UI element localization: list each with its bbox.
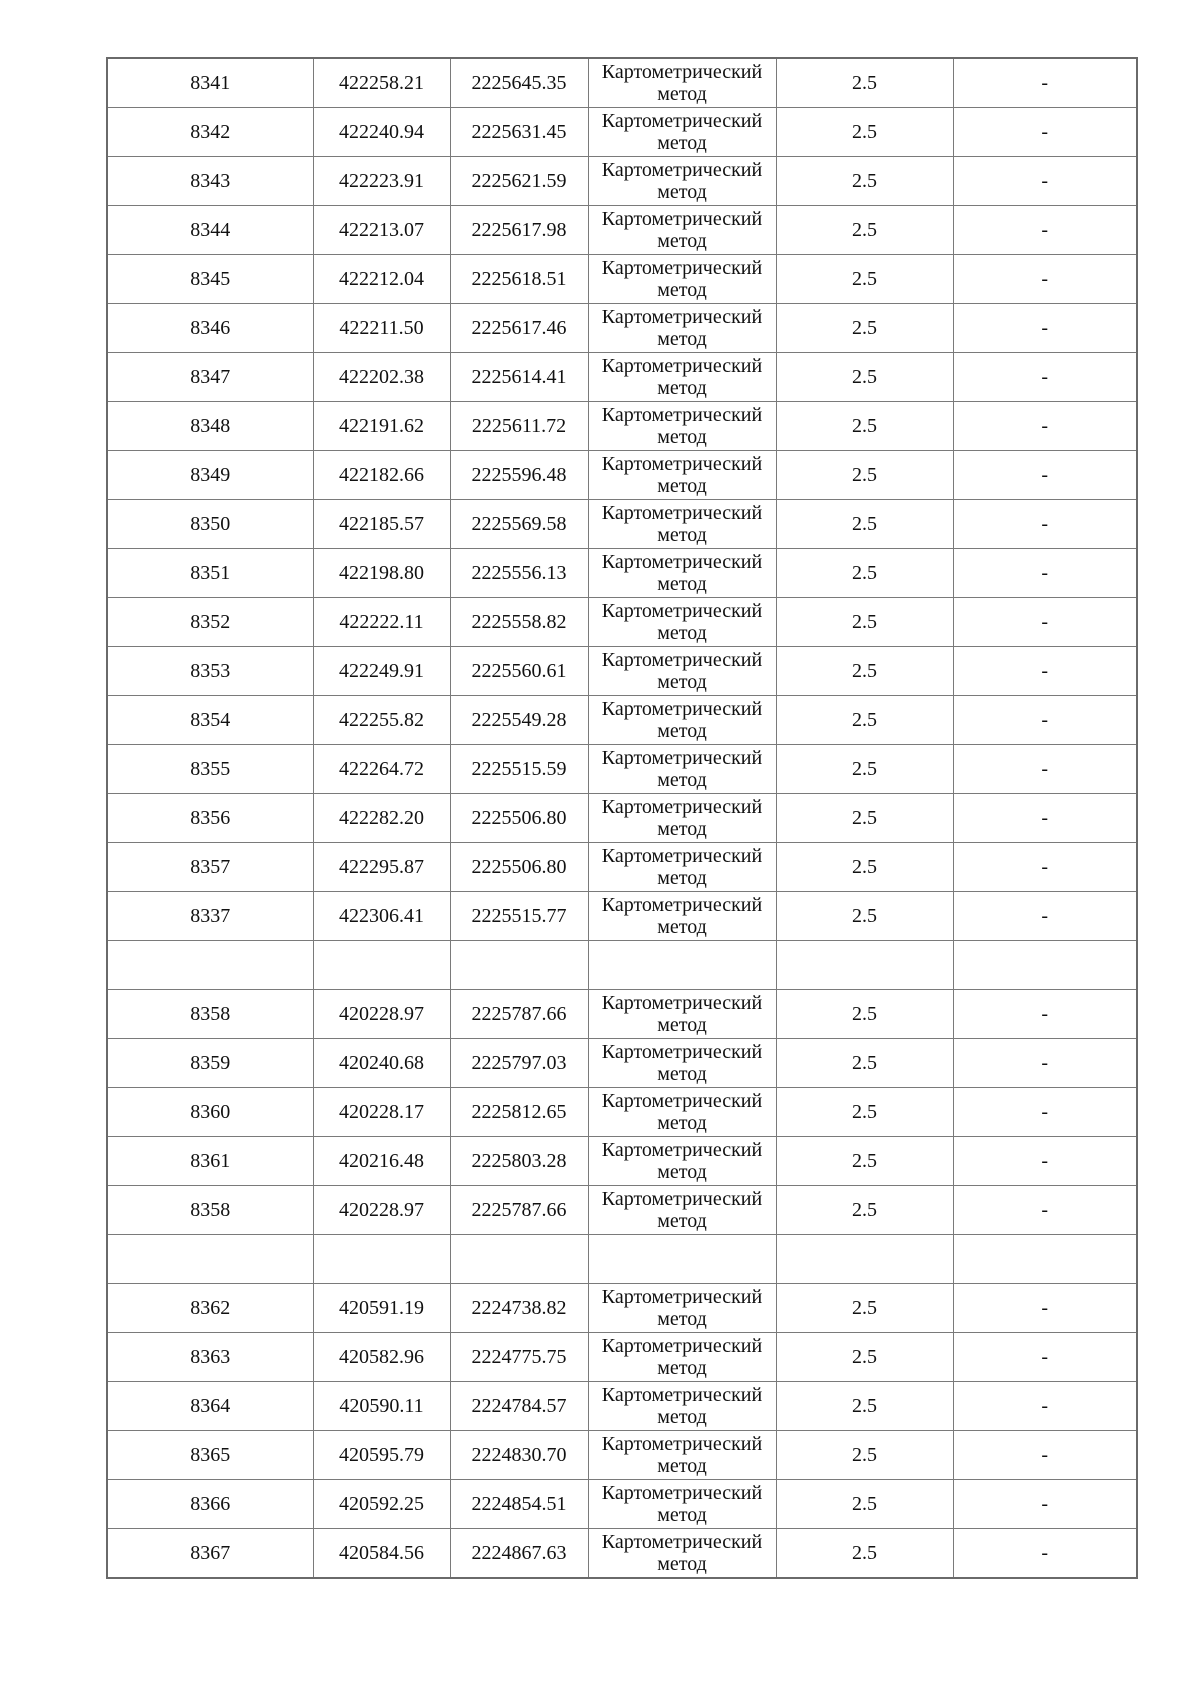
table-row <box>107 1333 1137 1382</box>
table-row <box>107 1284 1137 1333</box>
table-row <box>107 794 1137 843</box>
coordinate-y-cell: 2225569.58 <box>450 500 588 549</box>
point-number-cell: 8358 <box>107 1186 313 1235</box>
method-line-2: метод <box>657 573 707 595</box>
method-line-2: метод <box>657 916 707 938</box>
method-line-1: Картометрический <box>601 1090 763 1112</box>
description-cell: - <box>953 647 1137 696</box>
method-line-2: метод <box>657 181 707 203</box>
method-line-2: метод <box>657 671 707 693</box>
point-number-cell: 8342 <box>107 108 313 157</box>
method-cell <box>588 1529 776 1579</box>
coordinate-x-cell: 422306.41 <box>313 892 450 941</box>
table-row <box>107 108 1137 157</box>
accuracy-cell: 2.5 <box>776 500 953 549</box>
coordinate-y-cell: 2225631.45 <box>450 108 588 157</box>
accuracy-cell: 2.5 <box>776 1186 953 1235</box>
method-line-2: метод <box>657 1357 707 1379</box>
method-line-2: метод <box>657 1406 707 1428</box>
point-number-cell: 8344 <box>107 206 313 255</box>
description-cell: - <box>953 1431 1137 1480</box>
accuracy-cell: 2.5 <box>776 206 953 255</box>
accuracy-cell: 2.5 <box>776 1039 953 1088</box>
coordinate-x-cell: 422255.82 <box>313 696 450 745</box>
method-line-1: Картометрический <box>601 992 763 1014</box>
empty-separator-row <box>107 1235 1137 1284</box>
method-line-1: Картометрический <box>601 894 763 916</box>
description-cell: - <box>953 1039 1137 1088</box>
description-cell: - <box>953 549 1137 598</box>
method-cell <box>588 696 776 745</box>
point-number-cell: 8363 <box>107 1333 313 1382</box>
accuracy-cell: 2.5 <box>776 1480 953 1529</box>
description-cell: - <box>953 1284 1137 1333</box>
method-cell <box>588 892 776 941</box>
method-line-2: метод <box>657 867 707 889</box>
point-number-cell: 8355 <box>107 745 313 794</box>
method-line-1: Картометрический <box>601 1286 763 1308</box>
coordinate-x-cell: 422182.66 <box>313 451 450 500</box>
empty-cell <box>107 1235 313 1284</box>
method-cell <box>588 1333 776 1382</box>
method-line-1: Картометрический <box>601 61 763 83</box>
accuracy-cell: 2.5 <box>776 451 953 500</box>
accuracy-cell: 2.5 <box>776 843 953 892</box>
empty-separator-row <box>107 941 1137 990</box>
description-cell: - <box>953 1333 1137 1382</box>
method-line-2: метод <box>657 1504 707 1526</box>
point-number-cell: 8351 <box>107 549 313 598</box>
method-line-2: метод <box>657 279 707 301</box>
coordinate-y-cell: 2225549.28 <box>450 696 588 745</box>
coordinate-y-cell: 2224854.51 <box>450 1480 588 1529</box>
coordinate-y-cell: 2225645.35 <box>450 58 588 108</box>
table-row <box>107 1480 1137 1529</box>
table-row <box>107 451 1137 500</box>
point-number-cell: 8341 <box>107 58 313 108</box>
coordinate-x-cell: 420240.68 <box>313 1039 450 1088</box>
method-line-2: метод <box>657 720 707 742</box>
table-row <box>107 402 1137 451</box>
coordinate-x-cell: 422212.04 <box>313 255 450 304</box>
point-number-cell: 8346 <box>107 304 313 353</box>
coordinate-y-cell: 2225787.66 <box>450 990 588 1039</box>
description-cell: - <box>953 696 1137 745</box>
coordinate-x-cell: 422240.94 <box>313 108 450 157</box>
method-line-1: Картометрический <box>601 551 763 573</box>
accuracy-cell: 2.5 <box>776 353 953 402</box>
point-number-cell: 8343 <box>107 157 313 206</box>
point-number-cell: 8347 <box>107 353 313 402</box>
empty-cell <box>776 1235 953 1284</box>
method-line-1: Картометрический <box>601 257 763 279</box>
method-cell <box>588 1480 776 1529</box>
description-cell: - <box>953 990 1137 1039</box>
description-cell: - <box>953 500 1137 549</box>
method-cell <box>588 1431 776 1480</box>
method-line-2: метод <box>657 132 707 154</box>
point-number-cell: 8366 <box>107 1480 313 1529</box>
point-number-cell: 8353 <box>107 647 313 696</box>
method-cell <box>588 1137 776 1186</box>
table-row <box>107 1137 1137 1186</box>
accuracy-cell: 2.5 <box>776 1431 953 1480</box>
method-cell <box>588 451 776 500</box>
point-number-cell: 8352 <box>107 598 313 647</box>
coordinate-x-cell: 420216.48 <box>313 1137 450 1186</box>
table-row <box>107 304 1137 353</box>
table-row <box>107 892 1137 941</box>
method-cell <box>588 58 776 108</box>
point-number-cell: 8350 <box>107 500 313 549</box>
method-line-2: метод <box>657 1308 707 1330</box>
method-line-1: Картометрический <box>601 208 763 230</box>
accuracy-cell: 2.5 <box>776 304 953 353</box>
description-cell: - <box>953 58 1137 108</box>
coordinate-x-cell: 422211.50 <box>313 304 450 353</box>
accuracy-cell: 2.5 <box>776 892 953 941</box>
coordinate-y-cell: 2224867.63 <box>450 1529 588 1579</box>
coordinate-y-cell: 2225621.59 <box>450 157 588 206</box>
method-line-2: метод <box>657 1553 707 1575</box>
table-row <box>107 353 1137 402</box>
accuracy-cell: 2.5 <box>776 647 953 696</box>
point-number-cell: 8337 <box>107 892 313 941</box>
method-line-2: метод <box>657 818 707 840</box>
coordinate-y-cell: 2225614.41 <box>450 353 588 402</box>
coordinate-x-cell: 420592.25 <box>313 1480 450 1529</box>
coordinate-y-cell: 2225812.65 <box>450 1088 588 1137</box>
point-number-cell: 8365 <box>107 1431 313 1480</box>
point-number-cell: 8348 <box>107 402 313 451</box>
table-row <box>107 1039 1137 1088</box>
method-cell <box>588 990 776 1039</box>
method-line-1: Картометрический <box>601 1188 763 1210</box>
point-number-cell: 8360 <box>107 1088 313 1137</box>
point-number-cell: 8349 <box>107 451 313 500</box>
method-line-1: Картометрический <box>601 1531 763 1553</box>
description-cell: - <box>953 892 1137 941</box>
method-line-2: метод <box>657 475 707 497</box>
coordinate-y-cell: 2225617.98 <box>450 206 588 255</box>
accuracy-cell: 2.5 <box>776 58 953 108</box>
method-cell <box>588 353 776 402</box>
description-cell: - <box>953 1137 1137 1186</box>
method-cell <box>588 598 776 647</box>
method-cell <box>588 1284 776 1333</box>
description-cell: - <box>953 1088 1137 1137</box>
method-cell <box>588 1382 776 1431</box>
description-cell: - <box>953 451 1137 500</box>
empty-cell <box>953 941 1137 990</box>
method-cell <box>588 108 776 157</box>
coordinate-y-cell: 2225618.51 <box>450 255 588 304</box>
method-line-1: Картометрический <box>601 355 763 377</box>
accuracy-cell: 2.5 <box>776 1333 953 1382</box>
method-cell <box>588 1039 776 1088</box>
point-number-cell: 8359 <box>107 1039 313 1088</box>
description-cell: - <box>953 402 1137 451</box>
point-number-cell: 8361 <box>107 1137 313 1186</box>
accuracy-cell: 2.5 <box>776 549 953 598</box>
description-cell: - <box>953 255 1137 304</box>
method-line-1: Картометрический <box>601 1335 763 1357</box>
table-row <box>107 1529 1137 1579</box>
table-row <box>107 500 1137 549</box>
point-number-cell: 8358 <box>107 990 313 1039</box>
table-row <box>107 1431 1137 1480</box>
method-line-1: Картометрический <box>601 600 763 622</box>
coordinate-y-cell: 2224784.57 <box>450 1382 588 1431</box>
method-line-1: Картометрический <box>601 1139 763 1161</box>
description-cell: - <box>953 157 1137 206</box>
coordinate-x-cell: 422213.07 <box>313 206 450 255</box>
accuracy-cell: 2.5 <box>776 745 953 794</box>
accuracy-cell: 2.5 <box>776 1284 953 1333</box>
method-cell <box>588 206 776 255</box>
accuracy-cell: 2.5 <box>776 598 953 647</box>
table-row <box>107 1186 1137 1235</box>
method-line-2: метод <box>657 1161 707 1183</box>
table-row <box>107 157 1137 206</box>
method-cell <box>588 304 776 353</box>
description-cell: - <box>953 745 1137 794</box>
method-line-1: Картометрический <box>601 306 763 328</box>
method-line-1: Картометрический <box>601 796 763 818</box>
coordinate-x-cell: 420228.17 <box>313 1088 450 1137</box>
empty-cell <box>450 941 588 990</box>
coordinates-table-body <box>107 58 1137 1578</box>
coordinate-y-cell: 2225558.82 <box>450 598 588 647</box>
point-number-cell: 8362 <box>107 1284 313 1333</box>
method-cell <box>588 402 776 451</box>
coordinate-x-cell: 422191.62 <box>313 402 450 451</box>
coordinate-y-cell: 2225596.48 <box>450 451 588 500</box>
method-line-1: Картометрический <box>601 845 763 867</box>
method-cell <box>588 843 776 892</box>
coordinate-y-cell: 2225803.28 <box>450 1137 588 1186</box>
description-cell: - <box>953 108 1137 157</box>
coordinate-x-cell: 422295.87 <box>313 843 450 892</box>
table-row <box>107 598 1137 647</box>
coordinate-y-cell: 2225611.72 <box>450 402 588 451</box>
table-row <box>107 255 1137 304</box>
description-cell: - <box>953 1529 1137 1579</box>
method-line-1: Картометрический <box>601 404 763 426</box>
method-cell <box>588 255 776 304</box>
method-cell <box>588 1088 776 1137</box>
method-line-2: метод <box>657 328 707 350</box>
accuracy-cell: 2.5 <box>776 402 953 451</box>
description-cell: - <box>953 598 1137 647</box>
table-row <box>107 1088 1137 1137</box>
coordinate-y-cell: 2225506.80 <box>450 843 588 892</box>
method-cell <box>588 647 776 696</box>
coordinate-x-cell: 420228.97 <box>313 990 450 1039</box>
method-line-1: Картометрический <box>601 1433 763 1455</box>
method-line-1: Картометрический <box>601 159 763 181</box>
coordinate-y-cell: 2225617.46 <box>450 304 588 353</box>
coordinate-x-cell: 422222.11 <box>313 598 450 647</box>
accuracy-cell: 2.5 <box>776 1088 953 1137</box>
method-line-2: метод <box>657 426 707 448</box>
coordinate-y-cell: 2224738.82 <box>450 1284 588 1333</box>
coordinate-y-cell: 2225506.80 <box>450 794 588 843</box>
coordinate-x-cell: 420582.96 <box>313 1333 450 1382</box>
coordinate-x-cell: 420228.97 <box>313 1186 450 1235</box>
coordinate-y-cell: 2225560.61 <box>450 647 588 696</box>
method-cell <box>588 745 776 794</box>
method-cell <box>588 500 776 549</box>
method-cell <box>588 549 776 598</box>
coordinate-y-cell: 2225515.59 <box>450 745 588 794</box>
coordinate-y-cell: 2225787.66 <box>450 1186 588 1235</box>
method-cell <box>588 1186 776 1235</box>
coordinate-x-cell: 422282.20 <box>313 794 450 843</box>
method-line-1: Картометрический <box>601 698 763 720</box>
description-cell: - <box>953 304 1137 353</box>
accuracy-cell: 2.5 <box>776 696 953 745</box>
table-row <box>107 1382 1137 1431</box>
table-row <box>107 990 1137 1039</box>
method-cell <box>588 157 776 206</box>
empty-cell <box>588 1235 776 1284</box>
method-line-2: метод <box>657 1063 707 1085</box>
table-row <box>107 647 1137 696</box>
point-number-cell: 8357 <box>107 843 313 892</box>
method-line-2: метод <box>657 622 707 644</box>
method-line-1: Картометрический <box>601 1482 763 1504</box>
description-cell: - <box>953 1382 1137 1431</box>
method-line-2: метод <box>657 1112 707 1134</box>
method-line-2: метод <box>657 1210 707 1232</box>
point-number-cell: 8367 <box>107 1529 313 1579</box>
coordinate-x-cell: 422198.80 <box>313 549 450 598</box>
accuracy-cell: 2.5 <box>776 1529 953 1579</box>
coordinate-x-cell: 422223.91 <box>313 157 450 206</box>
coordinate-x-cell: 420590.11 <box>313 1382 450 1431</box>
coordinates-table <box>106 57 1138 1579</box>
method-line-1: Картометрический <box>601 502 763 524</box>
empty-cell <box>313 1235 450 1284</box>
method-line-1: Картометрический <box>601 110 763 132</box>
coordinate-x-cell: 422185.57 <box>313 500 450 549</box>
coordinate-x-cell: 422249.91 <box>313 647 450 696</box>
accuracy-cell: 2.5 <box>776 255 953 304</box>
coordinate-x-cell: 422258.21 <box>313 58 450 108</box>
empty-cell <box>107 941 313 990</box>
table-row <box>107 745 1137 794</box>
point-number-cell: 8356 <box>107 794 313 843</box>
accuracy-cell: 2.5 <box>776 1382 953 1431</box>
method-line-1: Картометрический <box>601 453 763 475</box>
accuracy-cell: 2.5 <box>776 990 953 1039</box>
method-cell <box>588 794 776 843</box>
method-line-1: Картометрический <box>601 747 763 769</box>
accuracy-cell: 2.5 <box>776 794 953 843</box>
method-line-2: метод <box>657 377 707 399</box>
coordinate-x-cell: 420591.19 <box>313 1284 450 1333</box>
coordinate-x-cell: 422264.72 <box>313 745 450 794</box>
method-line-2: метод <box>657 230 707 252</box>
point-number-cell: 8345 <box>107 255 313 304</box>
method-line-2: метод <box>657 83 707 105</box>
description-cell: - <box>953 794 1137 843</box>
point-number-cell: 8364 <box>107 1382 313 1431</box>
point-number-cell: 8354 <box>107 696 313 745</box>
accuracy-cell: 2.5 <box>776 108 953 157</box>
table-row <box>107 549 1137 598</box>
coordinate-x-cell: 422202.38 <box>313 353 450 402</box>
table-row <box>107 696 1137 745</box>
method-line-2: метод <box>657 769 707 791</box>
empty-cell <box>776 941 953 990</box>
description-cell: - <box>953 1186 1137 1235</box>
coordinate-y-cell: 2225515.77 <box>450 892 588 941</box>
coordinate-x-cell: 420584.56 <box>313 1529 450 1579</box>
method-line-2: метод <box>657 1455 707 1477</box>
coordinate-y-cell: 2224830.70 <box>450 1431 588 1480</box>
method-line-1: Картометрический <box>601 1041 763 1063</box>
coordinate-y-cell: 2225797.03 <box>450 1039 588 1088</box>
method-line-2: метод <box>657 524 707 546</box>
table-row <box>107 206 1137 255</box>
accuracy-cell: 2.5 <box>776 1137 953 1186</box>
accuracy-cell: 2.5 <box>776 157 953 206</box>
description-cell: - <box>953 1480 1137 1529</box>
empty-cell <box>313 941 450 990</box>
description-cell: - <box>953 206 1137 255</box>
description-cell: - <box>953 353 1137 402</box>
table-row <box>107 58 1137 108</box>
table-row <box>107 843 1137 892</box>
empty-cell <box>953 1235 1137 1284</box>
empty-cell <box>450 1235 588 1284</box>
method-line-2: метод <box>657 1014 707 1036</box>
coordinate-y-cell: 2225556.13 <box>450 549 588 598</box>
empty-cell <box>588 941 776 990</box>
coordinate-y-cell: 2224775.75 <box>450 1333 588 1382</box>
method-line-1: Картометрический <box>601 1384 763 1406</box>
coordinate-x-cell: 420595.79 <box>313 1431 450 1480</box>
method-line-1: Картометрический <box>601 649 763 671</box>
description-cell: - <box>953 843 1137 892</box>
